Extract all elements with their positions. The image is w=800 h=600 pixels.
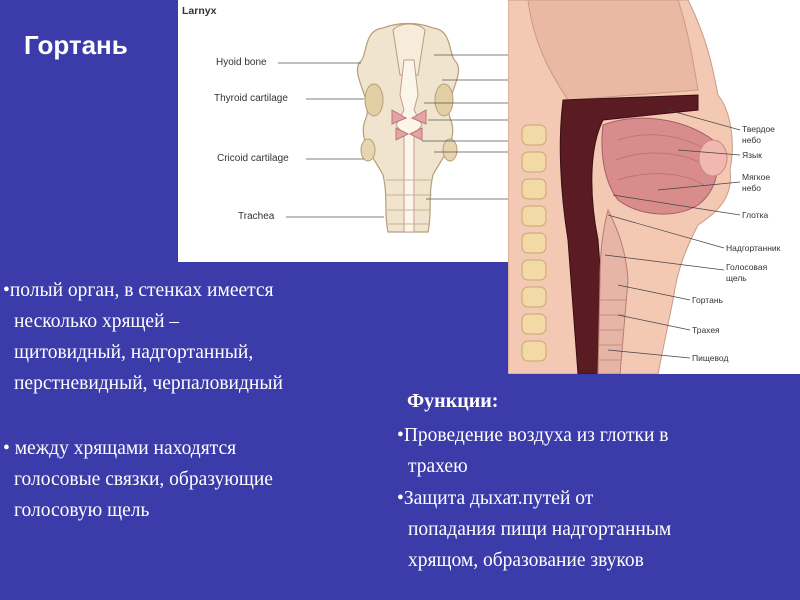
label-thyroid-cartilage: Thyroid cartilage: [214, 93, 288, 104]
bullet1-line-3: щитовидный, надгортанный,: [14, 342, 254, 363]
label-esophagus: Пищевод: [692, 353, 729, 363]
label-cricoid-cartilage: Cricoid cartilage: [217, 153, 289, 164]
larynx-illustration: [178, 0, 513, 262]
label-hard-palate-1: Твердое: [742, 124, 775, 134]
label-trachea-ru: Трахея: [692, 325, 720, 335]
bullet1-line-2: несколько хрящей –: [14, 311, 180, 332]
description-bullet-1: [3, 275, 283, 399]
description-bullet-2: [3, 433, 273, 526]
larynx-diagram: [178, 0, 513, 262]
label-larynx-ru: Гортань: [692, 295, 723, 305]
label-hard-palate-2: небо: [742, 135, 761, 145]
label-hyoid-bone: Hyoid bone: [216, 57, 267, 68]
label-glottis-1: Голосовая: [726, 262, 768, 272]
label-soft-palate-2: небо: [742, 183, 761, 193]
slide-title: Гортань: [24, 30, 128, 60]
function2-line-1: •Защита дыхат.путей от: [397, 488, 594, 509]
function-item-1: [397, 420, 669, 482]
label-soft-palate-1: Мягкое: [742, 172, 771, 182]
function1-line-1: •Проведение воздуха из глотки в: [397, 425, 669, 446]
bullet1-line-4: перстневидный, черпаловидный: [14, 373, 283, 394]
function1-line-2: трахею: [408, 456, 468, 477]
label-tongue: Язык: [742, 150, 762, 160]
function2-line-3: хрящом, образование звуков: [408, 550, 644, 571]
label-trachea: Trachea: [238, 211, 275, 222]
larynx-heading: Larnyx: [182, 5, 217, 17]
function-item-2: [397, 483, 671, 576]
label-pharynx: Глотка: [742, 210, 769, 220]
label-epiglottis: Надгортанник: [726, 243, 781, 253]
bullet2-line-3: голосовую щель: [14, 500, 150, 521]
label-glottis-2: щель: [726, 273, 747, 283]
function2-line-2: попадания пищи надгортанным: [408, 519, 672, 540]
bullet2-line-1: • между хрящами находятся: [3, 438, 237, 459]
bullet2-line-2: голосовые связки, образующие: [14, 469, 273, 490]
bullet1-line-1: •полый орган, в стенках имеется: [3, 280, 274, 301]
head-section-diagram: [508, 0, 800, 374]
functions-title: Функции:: [407, 390, 499, 412]
